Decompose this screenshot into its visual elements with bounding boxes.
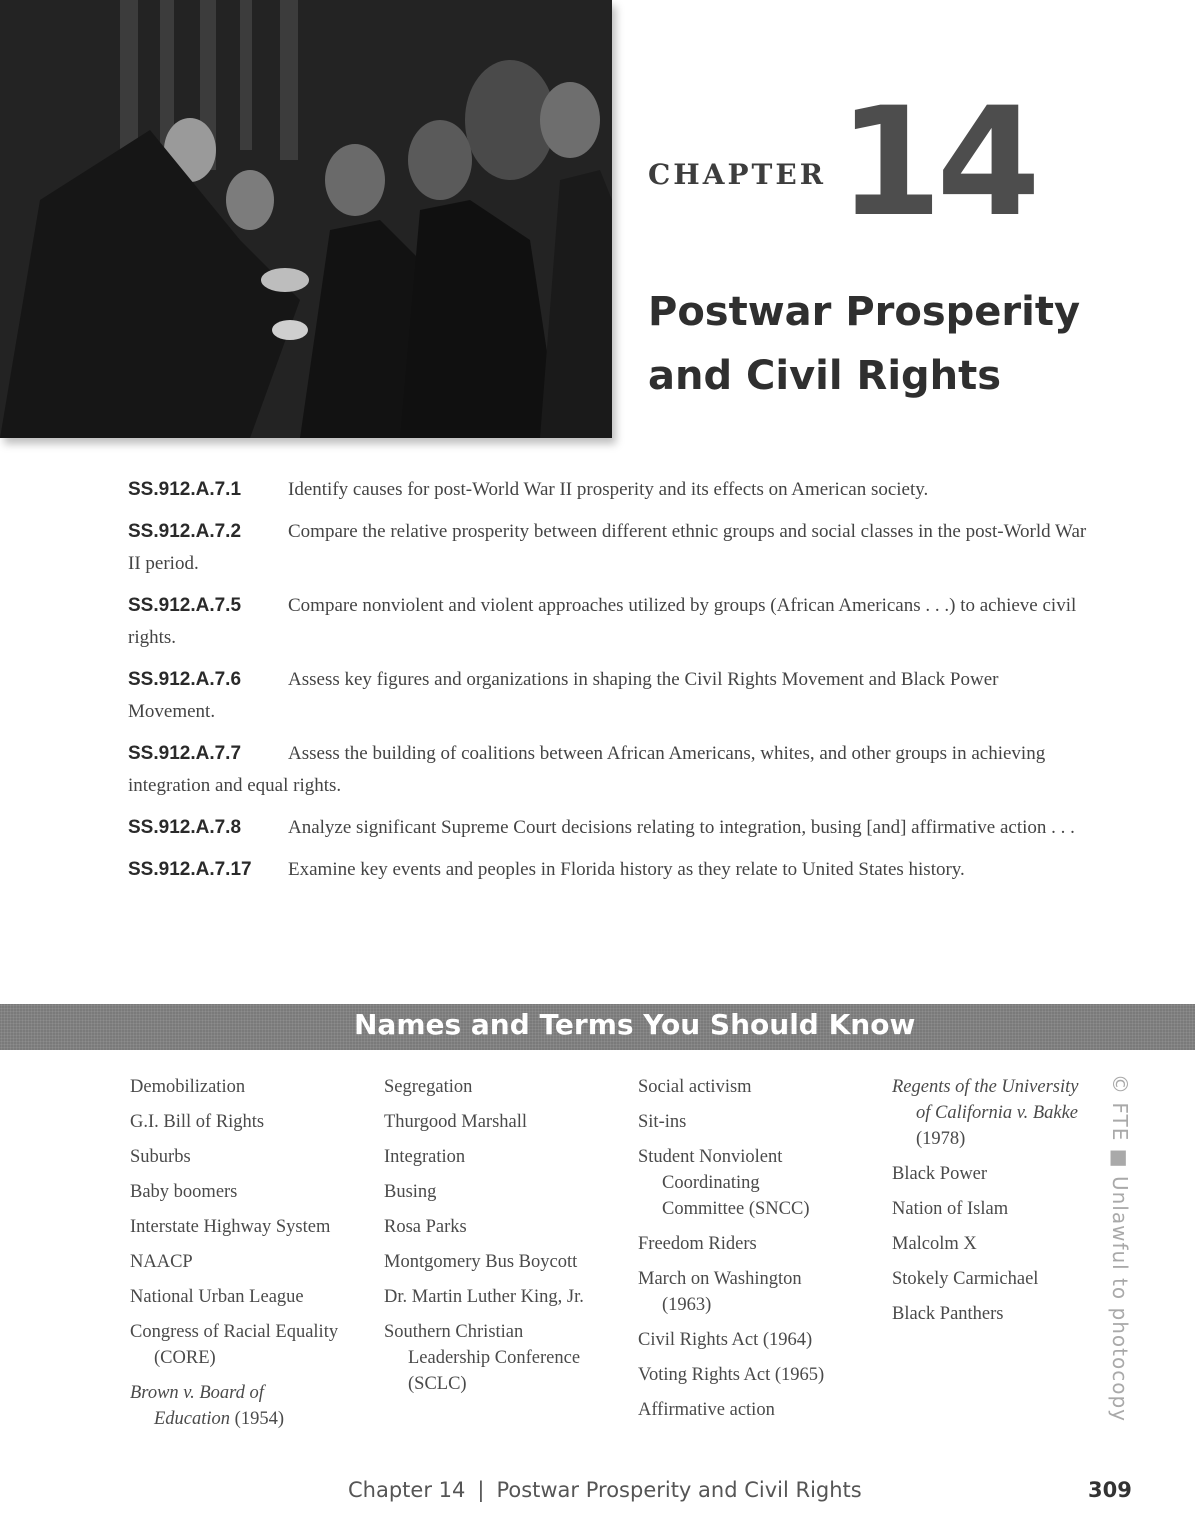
footer-chapter: Chapter 14 bbox=[348, 1478, 466, 1502]
terms-banner bbox=[0, 1004, 1195, 1050]
chapter-number: 14 bbox=[838, 76, 1035, 250]
watermark-text: © FTE ■ Unlawful to photocopy bbox=[1108, 1074, 1132, 1422]
term-item: Civil Rights Act (1964) bbox=[638, 1330, 813, 1350]
standard-code: SS.912.A.7.2 bbox=[128, 521, 242, 542]
standard-text: Examine key events and peoples in Florida history as they relate to United States history. bbox=[288, 859, 965, 880]
standard-item bbox=[128, 854, 1088, 886]
term-item bbox=[384, 1319, 624, 1397]
standard-text: Compare the relative prosperity between different ethnic groups and social classes in the post-World War II period. bbox=[128, 521, 1087, 574]
standard-text: Assess the building of coalitions between African Americans, whites, and other groups in achieving integration and equal rights. bbox=[128, 743, 1046, 796]
term-line bbox=[130, 1406, 375, 1432]
terms-column-3 bbox=[638, 1074, 878, 1432]
chapter-label: CHAPTER bbox=[648, 158, 826, 191]
standard-text: Identify causes for post-World War II prosperity and its effects on American society. bbox=[288, 479, 929, 500]
term-line: Brown v. Board of bbox=[130, 1383, 264, 1403]
term-item: Baby boomers bbox=[130, 1182, 238, 1202]
term-item: Rosa Parks bbox=[384, 1217, 467, 1237]
term-item: Voting Rights Act (1965) bbox=[638, 1365, 825, 1385]
terms-column-2 bbox=[384, 1074, 624, 1406]
footer-title: Postwar Prosperity and Civil Rights bbox=[496, 1478, 862, 1502]
term-item: Suburbs bbox=[130, 1147, 191, 1167]
term-item: Affirmative action bbox=[638, 1400, 775, 1420]
term-line: Committee (SNCC) bbox=[662, 1199, 810, 1219]
terms-heading: Names and Terms You Should Know bbox=[354, 1008, 916, 1041]
standard-text: Compare nonviolent and violent approaches utilized by groups (African Americans . . .) to achieve civil rights. bbox=[128, 595, 1077, 648]
term-line: Coordinating bbox=[662, 1173, 760, 1193]
standard-code: SS.912.A.7.17 bbox=[128, 859, 252, 880]
term-item: Thurgood Marshall bbox=[384, 1112, 528, 1132]
term-line: Congress of Racial Equality bbox=[130, 1322, 339, 1342]
standard-text: Analyze significant Supreme Court decisions relating to integration, busing [and] affirmative action . . . bbox=[288, 817, 1075, 838]
standard-code: SS.912.A.7.8 bbox=[128, 817, 242, 838]
term-item: Segregation bbox=[384, 1077, 473, 1097]
term-item: Nation of Islam bbox=[892, 1199, 1009, 1219]
photo-illustration bbox=[0, 0, 612, 438]
standard-item bbox=[128, 516, 1088, 580]
term-item: Dr. Martin Luther King, Jr. bbox=[384, 1287, 584, 1307]
term-line: Student Nonviolent bbox=[638, 1147, 783, 1167]
chapter-title-line2: and Civil Rights bbox=[648, 353, 1002, 399]
term-item bbox=[638, 1144, 878, 1222]
page-footer bbox=[348, 1478, 862, 1502]
standard-code: SS.912.A.7.1 bbox=[128, 479, 242, 500]
terms-column-1 bbox=[130, 1074, 375, 1441]
term-item: Malcolm X bbox=[892, 1234, 977, 1254]
term-line: (CORE) bbox=[154, 1348, 216, 1368]
term-item: Interstate Highway System bbox=[130, 1217, 331, 1237]
term-year: (1978) bbox=[916, 1129, 966, 1149]
term-item bbox=[638, 1266, 878, 1318]
term-item: Freedom Riders bbox=[638, 1234, 757, 1254]
term-item: Black Panthers bbox=[892, 1304, 1004, 1324]
term-line: (SCLC) bbox=[408, 1374, 467, 1394]
standard-item bbox=[128, 812, 1088, 844]
standard-item bbox=[128, 474, 1088, 506]
terms-column-4 bbox=[892, 1074, 1117, 1336]
term-item: Demobilization bbox=[130, 1077, 246, 1097]
footer-separator: | bbox=[477, 1478, 485, 1502]
standard-item bbox=[128, 738, 1088, 802]
page-number: 309 bbox=[1088, 1478, 1132, 1502]
term-line: of California v. Bakke bbox=[916, 1103, 1079, 1123]
standards-list bbox=[128, 474, 1088, 896]
term-line: March on Washington bbox=[638, 1269, 802, 1289]
standard-code: SS.912.A.7.5 bbox=[128, 595, 242, 616]
standard-item bbox=[128, 664, 1088, 728]
standard-code: SS.912.A.7.6 bbox=[128, 669, 242, 690]
term-item: G.I. Bill of Rights bbox=[130, 1112, 265, 1132]
standard-code: SS.912.A.7.7 bbox=[128, 743, 242, 764]
term-italic: Education bbox=[154, 1409, 231, 1429]
term-item: Sit-ins bbox=[638, 1112, 687, 1132]
term-item: National Urban League bbox=[130, 1287, 304, 1307]
standard-text: Assess key figures and organizations in shaping the Civil Rights Movement and Black Power Movement. bbox=[128, 669, 999, 722]
term-item: Busing bbox=[384, 1182, 437, 1202]
term-item bbox=[892, 1074, 1117, 1152]
term-line: Regents of the University bbox=[892, 1077, 1079, 1097]
term-item: Social activism bbox=[638, 1077, 752, 1097]
term-line: Southern Christian bbox=[384, 1322, 524, 1342]
term-item: Black Power bbox=[892, 1164, 988, 1184]
standard-item bbox=[128, 590, 1088, 654]
chapter-title bbox=[648, 280, 1168, 408]
term-year: (1954) bbox=[234, 1409, 284, 1429]
term-item: Montgomery Bus Boycott bbox=[384, 1252, 578, 1272]
term-item: NAACP bbox=[130, 1252, 193, 1272]
term-item: Integration bbox=[384, 1147, 466, 1167]
term-line: (1963) bbox=[662, 1295, 712, 1315]
term-item bbox=[130, 1380, 375, 1432]
chapter-title-line1: Postwar Prosperity bbox=[648, 289, 1081, 335]
chapter-photo bbox=[0, 0, 612, 438]
term-line: Leadership Conference bbox=[408, 1348, 581, 1368]
term-item bbox=[130, 1319, 375, 1371]
term-item: Stokely Carmichael bbox=[892, 1269, 1039, 1289]
